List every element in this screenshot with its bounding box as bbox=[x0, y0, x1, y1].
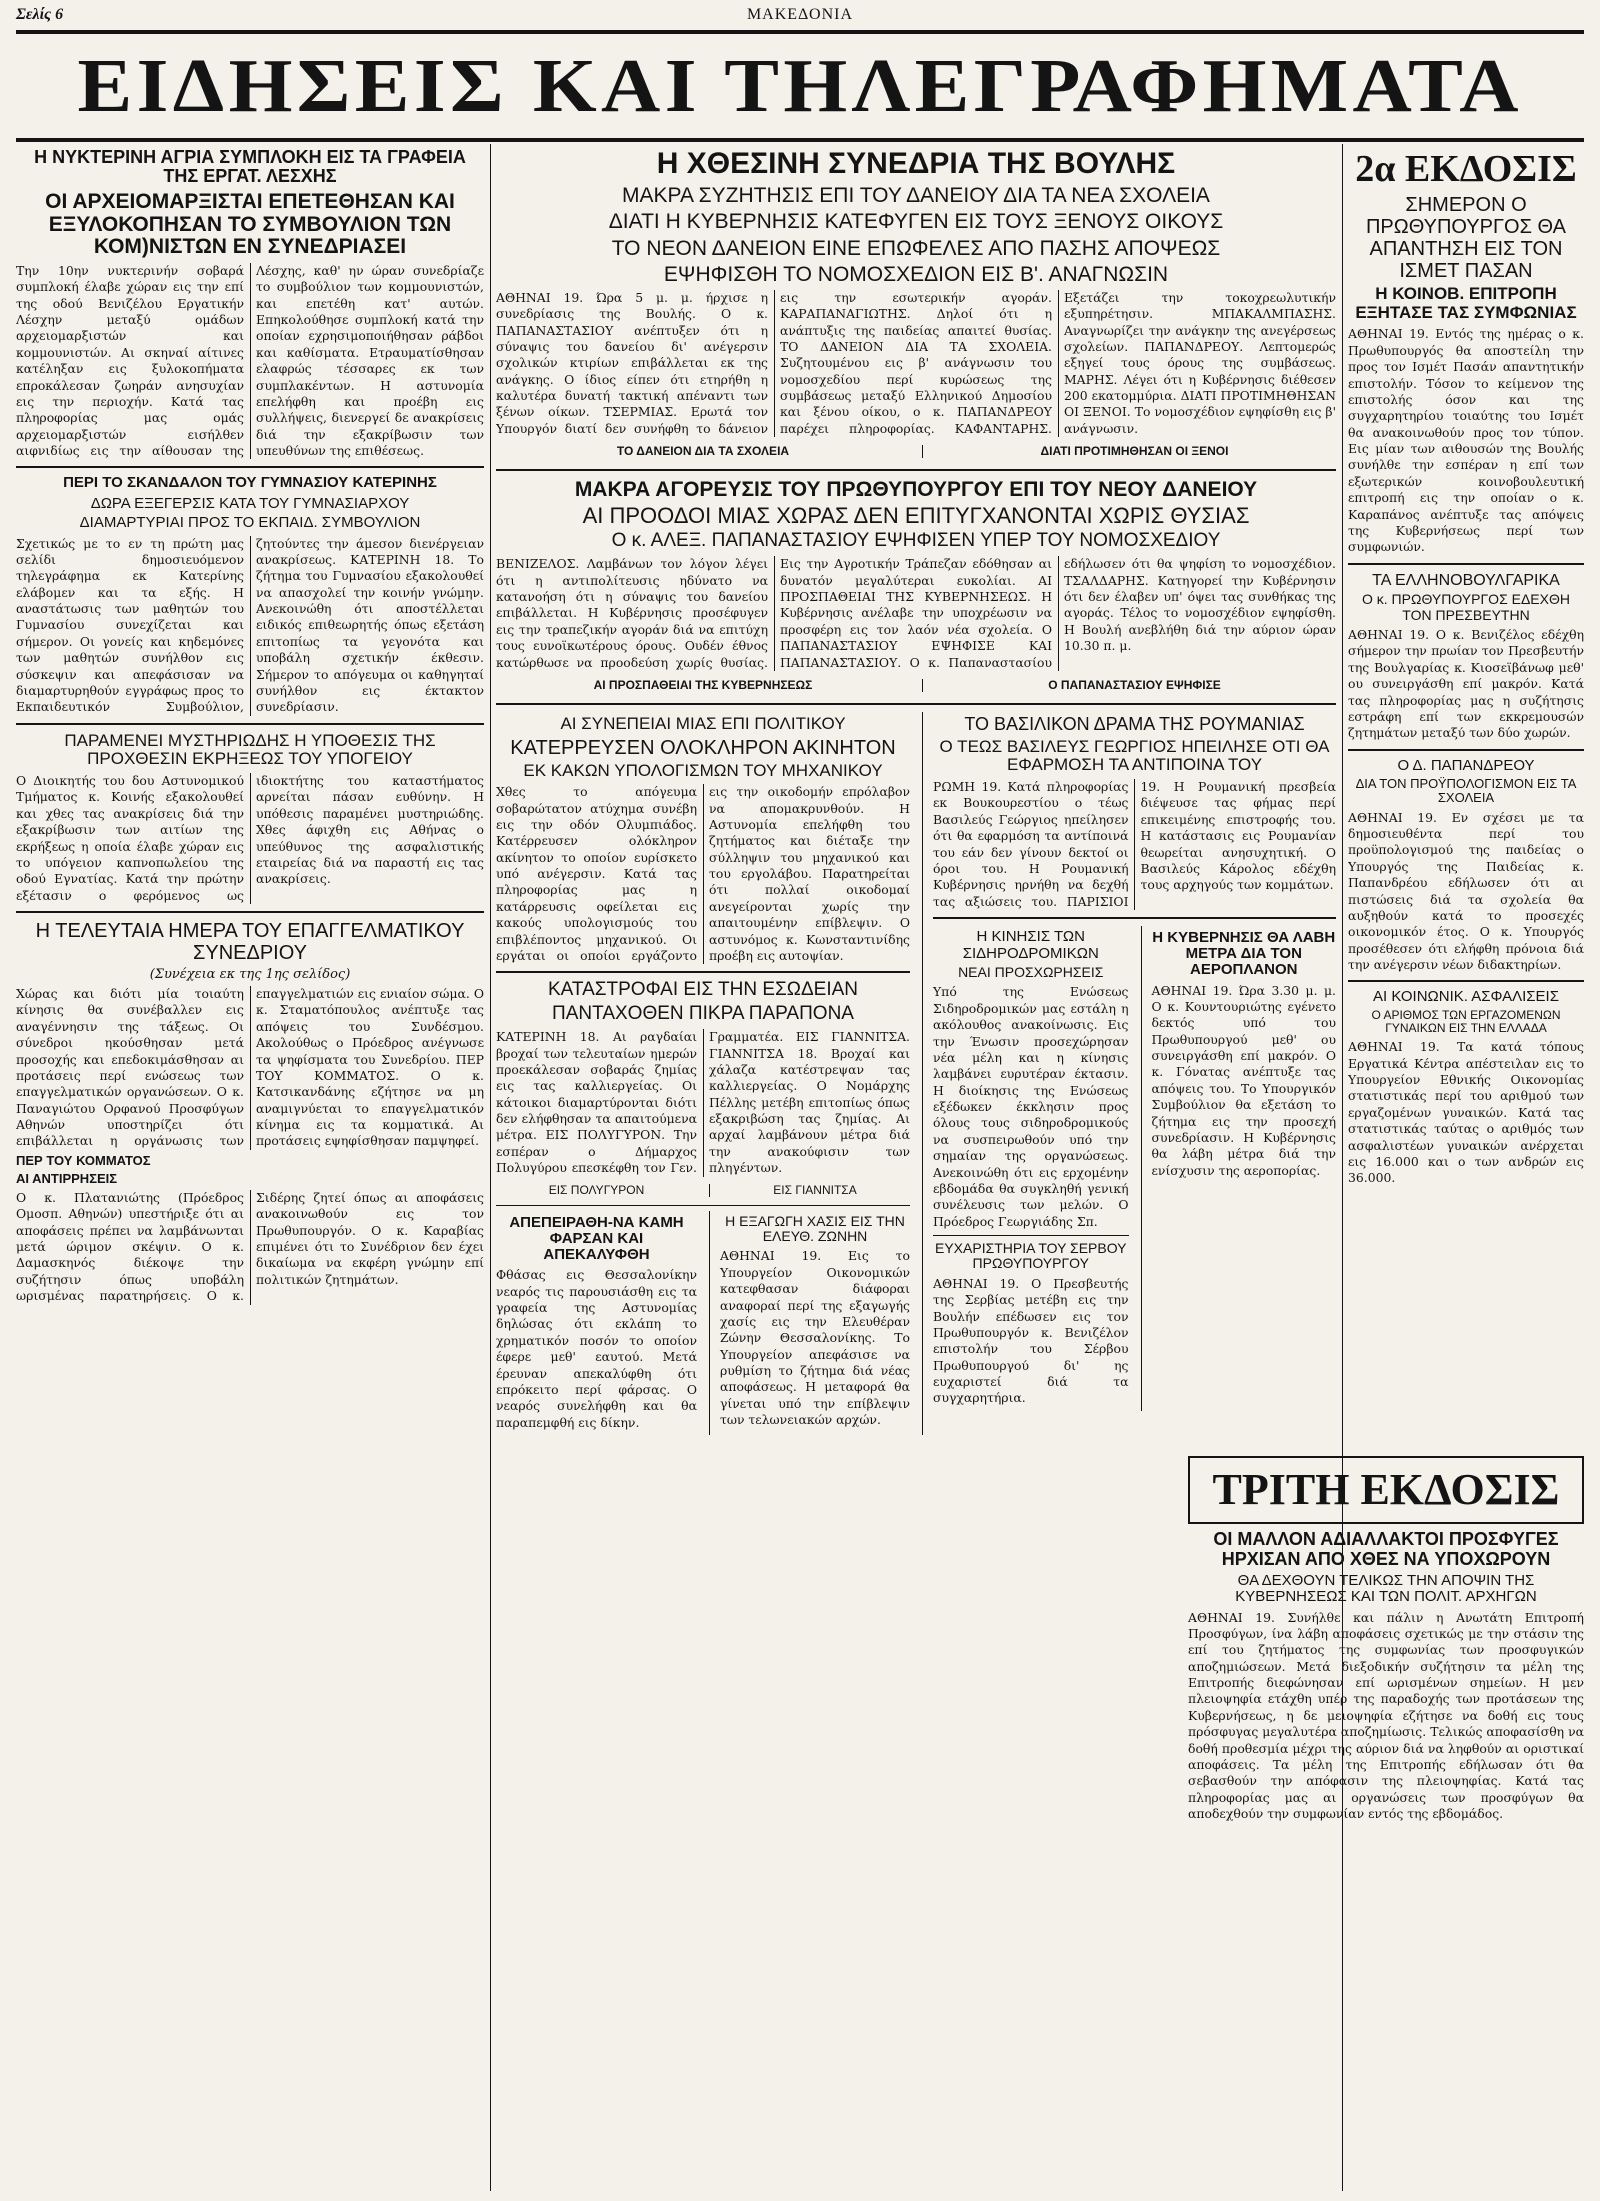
article-building-collapse bbox=[496, 715, 910, 965]
subheadline: Ο ΤΕΩΣ ΒΑΣΙΛΕΥΣ ΓΕΩΡΓΙΟΣ ΗΠΕΙΛΗΣΕ ΟΤΙ ΘΑ ΕΦΑΡΜΟΣΗ ΤΑ ΑΝΤΙΠΟΙΝΑ ΤΟΥ bbox=[939, 736, 1330, 775]
article-body: ΑΘΗΝΑΙ 19. Ώρα 5 μ. μ. ήρχισε η συνεδρίασις της Βουλής. Ο κ. ΠΑΠΑΝΑΣΤΑΣΙΟΥ ανέπτυξεν ότι η σύναψις του δανείου δι' ανέγερσιν σχολικών κτιρίων επιβάλλεται εκ της ανάγκης. Ο ίδιος είπεν ότι ετηρήθη η καλυτέρα δυνατή τακτική απέναντι των ξένων οίκων. ΤΣΕΡΜΙΑΣ. Ερωτά τον Υπουργόν διατί δεν συνήφθη το δάνειον εις την εσωτερικήν αγοράν. ΚΑΡΑΠΑΝΑΓΙΩΤΗΣ. Δηλοί ότι η ανάπτυξις της παιδείας απαιτεί θυσίας. ΤΟ ΔΑΝΕΙΟΝ ΔΙΑ ΤΑ ΣΧΟΛΕΙΑ. Συζητουμένου εις β' ανάγνωσιν του νομοσχεδίου περί κυρώσεως της συμβάσεως μεταξύ Ελληνικού Δημοσίου και ξένου οίκου, ο κ. ΠΑΠΑΝΔΡΕΟΥ παρέχει πληροφορίας. ΚΑΦΑΝΤΑΡΗΣ. Εξετάζει την τοκοχρεωλυτικήν εξυπηρέτησιν. ΜΠΑΚΑΛΜΠΑΣΗΣ. Αναγνωρίζει την ανάγκην της ανεγέρσεως σχολείων. ΠΑΠΑΝΔΡΕΟΥ. Λεπτομερώς εξηγεί τους όρους της συμβάσεως. ΜΑΡΗΣ. Λέγει ότι η Κυβέρνησις διέθεσεν 200 εκατομμύρια. ΔΙΑΤΙ ΠΡΟΤΙΜΗΘΗΣΑΝ ΟΙ ΞΕΝΟΙ. Το νομοσχέδιον εψηφίσθη εις β' ανάγνωσιν. bbox=[496, 289, 1336, 436]
page-number: Σελίς 6 bbox=[16, 6, 64, 23]
subheadline: ΔΩΡΑ ΕΞΕΓΕΡΣΙΣ ΚΑΤΑ ΤΟΥ ΓΥΜΝΑΣΙΑΡΧΟΥ bbox=[90, 494, 410, 512]
article-body: Υπό της Ενώσεως Σιδηροδρομικών μας εστάλη η ακόλουθος ανακοίνωσις. Εις την Ένωσιν προσεχώρησαν νέα μέλη και η κίνησις λαμβάνει ευρυτέραν έκτασιν. Η διοίκησις της Ενώσεως εξέδωκεν έκκλησιν προς όλους τους σιδηροδρομικούς να συσπειρωθούν υπό την σημαίαν της οργανώσεως. Ανεκοινώθη ότι εις ερχομένην εβδομάδα θα συγκληθή γενική συνέλευσις των μελών. Ο Πρόεδρος Γεωργιάδης Σπ. bbox=[933, 984, 1129, 1229]
headline: Η ΝΥΚΤΕΡΙΝΗ ΑΓΡΙΑ ΣΥΜΠΛΟΚΗ ΕΙΣ ΤΑ ΓΡΑΦΕΙΑ ΤΗΣ ΕΡΓΑΤ. ΛΕΣΧΗΣ bbox=[34, 147, 466, 187]
article-body: ΑΘΗΝΑΙ 19. Εντός της ημέρας ο κ. Πρωθυπουργός θα αποστείλη την προς τον Ισμέτ Πασάν απαντητικήν επιστολήν. Τόσον το κείμενον της επιστολής όσον και της συγχαρητηρίου τοιαύτης του Ισμέτ θα ανακοινωθούν προς τον τύπον. Εις μίαν των αιθουσών της Βουλής συνήλθε την εσπέραν η επί των εξωτερικών κοινοβουλευτική επιτροπή εις την οποίαν ο κ. Καραπάνος ανέπτυξε τας απόψεις της Κυβερνήσεως περί των συμφωνιών. bbox=[1348, 326, 1584, 555]
subheadline: ΕΨΗΦΙΣΘΗ ΤΟ ΝΟΜΟΣΧΕΔΙΟΝ ΕΙΣ Β'. ΑΝΑΓΝΩΣΙΝ bbox=[663, 262, 1169, 286]
article-body: ΡΩΜΗ 19. Κατά πληροφορίας εκ Βουκουρεστίου ο τέως Βασιλεύς Γεώργιος ηπείλησεν ότι θα εφαρμόση τα αντίποινά του εάν δεν γίνουν δεκτοί οι όροι του. Η Ρουμανική Κυβέρνησις ηρνήθη να δεχθή τας αξιώσεις του. ΠΑΡΙΣΙΟΙ 19. Η Ρουμανική πρεσβεία διέψευσε τας φήμας περί επικειμένης επιστροφής του. Η κατάστασις εις Ρουμανίαν θεωρείται ανησυχητική. Ο Βασιλεύς Κάρολος εδέχθη τους αρχηγούς των κομμάτων. bbox=[933, 779, 1336, 909]
column-rule bbox=[490, 144, 491, 2191]
article-body: Χώρας και διότι μία τοιαύτη κίνησις θα συνέβαλλεν εις αναγέννησιν της τάξεως. Οι σύνεδροι ηκούσθησαν μετά προσοχής και επεδοκιμάσθησαν αι προτάσεις περί ενώσεως των επαγγελματικών οργανώσεων. Ο κ. Παναγιώτου Ορφανού Προσφύγων Αθηνών υποστηρίζει ότι επιβάλλεται η οργάνωσις των επαγγελματιών εις ενιαίον σώμα. Ο κ. Σταματόπουλος ανέπτυξε τας απόψεις του Συνδέσμου. Ακολούθως ο Πρόεδρος ανέγνωσε τα ψηφίσματα του Συνεδρίου. ΠΕΡ ΤΟΥ ΚΟΜΜΑΤΟΣ. Ο κ. Κατσικανδάνης εζήτησε να μη αναμιγνύεται το επαγγελματικόν κίνημα εις τα κομματικά. Αι προτάσεις εψηφίσθησαν παμψηφεί. bbox=[16, 986, 484, 1149]
headline: Η ΤΕΛΕΥΤΑΙΑ ΗΜΕΡΑ ΤΟΥ ΕΠΑΓΓΕΛΜΑΤΙΚΟΥ ΣΥΝΕΔΡΙΟΥ bbox=[35, 920, 465, 965]
divider bbox=[496, 1205, 910, 1206]
divider bbox=[496, 703, 1336, 705]
lower-right-left bbox=[933, 926, 1129, 1411]
article-government-aviation bbox=[1141, 926, 1337, 1411]
subheadline: ΔΙΑΜΑΡΤΥΡΙΑΙ ΠΡΟΣ ΤΟ ΕΚΠΑΙΔ. ΣΥΜΒΟΥΛΙΟΝ bbox=[79, 514, 421, 532]
subhead-row bbox=[496, 441, 1336, 462]
divider bbox=[933, 917, 1336, 919]
lower-centre-left bbox=[496, 712, 910, 1435]
continuation-note: (Συνέχεια εκ της 1ης σελίδος) bbox=[149, 967, 351, 983]
headline: Η ΚΥΒΕΡΝΗΣΙΣ ΘΑ ΛΑΒΗ ΜΕΤΡΑ ΔΙΑ ΤΟΝ ΑΕΡΟΠΛΑΝΟΝ bbox=[1152, 929, 1336, 979]
subheadline: Ο κ. ΑΛΕΞ. ΠΑΠΑΝΑΣΤΑΣΙΟΥ ΕΨΗΦΙΣΕΝ ΥΠΕΡ ΤΟΥ ΝΟΜΟΣΧΕΔΙΟΥ bbox=[611, 530, 1221, 552]
subheadline: ΑΙ ΠΡΟΟΔΟΙ ΜΙΑΣ ΧΩΡΑΣ ΔΕΝ ΕΠΙΤΥΓΧΑΝΟΝΤΑΙ ΧΩΡΙΣ ΘΥΣΙΑΣ bbox=[582, 503, 1250, 529]
subheadline: ΟΙ ΑΡΧΕΙΟΜΑΡΞΙΣΤΑΙ ΕΠΕΤΕΘΗΣΑΝ ΚΑΙ ΕΞΥΛΟΚΟΠΗΣΑΝ ΤΟ ΣΥΜΒΟΥΛΙΟΝ ΤΩΝ ΚΟΜ)ΝΙΣΤΩΝ ΕΝ ΣΥΝΕΔΡΙΑΣΕΙ bbox=[45, 189, 455, 259]
headline: ΠΕΡΙ ΤΟ ΣΚΑΝΔΑΛΟΝ ΤΟΥ ΓΥΜΝΑΣΙΟΥ ΚΑΤΕΡΙΝΗΣ bbox=[63, 474, 437, 492]
headline: ΣΗΜΕΡΟΝ Ο ΠΡΩΘΥΠΟΥΡΓΟΣ ΘΑ ΑΠΑΝΤΗΣΗ ΕΙΣ ΤΟΝ ΙΣΜΕΤ ΠΑΣΑΝ bbox=[1365, 194, 1567, 282]
subhead: ΔΙΑΤΙ ΠΡΟΤΙΜΗΘΗΣΑΝ ΟΙ ΞΕΝΟΙ bbox=[922, 445, 1336, 458]
subheadline: ΤΟ ΝΕΟΝ ΔΑΝΕΙΟΝ ΕΙΝΕ ΕΠΩΦΕΛΕΣ ΑΠΟ ΠΑΣΗΣ ΑΠΟΨΕΩΣ bbox=[611, 236, 1221, 260]
subhead-row bbox=[496, 1181, 910, 1200]
article-prime-minister-loan bbox=[496, 478, 1336, 696]
divider bbox=[496, 469, 1336, 471]
article-body: ΑΘΗΝΑΙ 19. Συνήλθε και πάλιν η Ανωτάτη Επιτροπή Προσφύγων, ίνα λάβη αποφάσεις σχετικώς με την στάσιν της επί του ζητήματος της συμφωνίας των προσφυγικών αποζημιώσεων. Μετά διεξοδικήν συζήτησιν τα μέλη της Επιτροπής διεφώνησαν επί ωρισμένων σημείων. Η μεν πλειοψηφία ετάχθη υπέρ της παραδοχής των προτάσεων της Κυβερνήσεως, η δε μειοψηφία εζήτησε να δοθή εις τους πρόσφυγας μεγαλυτέρα αποζημίωσις. Τελικώς αποφασίσθη να δοθή προθεσμία μέχρι της αύριον διά να ληφθούν αι οριστικαί αποφάσεις. Τα μέλη της Επιτροπής εδήλωσαν ότι θα σεβασθούν την απόφασιν της πλειοψηφίας. Κατά τας πληροφορίας μας αι οργανώσεις των προσφύγων θα αποδεχθούν την συμφωνίαν εντός της εβδομάδος. bbox=[1188, 1609, 1584, 1822]
article-body: ΑΘΗΝΑΙ 19. Εις το Υπουργείον Οικονομικών κατεφθασαν διάφοραι αναφοραί περί της εξαγωγής χασίς εις την Ελευθέραν Ζώνην Θεσσαλονίκης. Το Υπουργείον απεφάσισε να ρυθμίση το ζήτημα διά νέας αποφάσεως. Η μεταφορά θα γίνεται υπό την επίβλεψιν των τελωνειακών αρχών. bbox=[720, 1248, 910, 1428]
subhead-row bbox=[496, 675, 1336, 696]
article-body: Ο Διοικητής του δου Αστυνομικού Τμήματος κ. Κοινής εξακολουθεί και χθες τας ανακρίσεις διά την εξακρίβωσιν των αιτίων της εκρήξεως η οποία έλαβε χώραν εις το υπόγειον καπνοπωλείου της οδού Εγνατίας. Κατά την πρώτην εξέτασιν ο φερόμενος ως ιδιοκτήτης του καταστήματος αρνείται πάσαν ευθύνην. Η υπόθεσις παραμένει μυστηριώδης. Χθες άφιχθη εις Αθήνας ο υπεύθυνος της ασφαλιστικής εταιρείας διά να παραστή εις τας ανακρίσεις. bbox=[16, 773, 484, 903]
subheadline: ΝΕΑΙ ΠΡΟΣΧΩΡΗΣΕΙΣ bbox=[958, 964, 1104, 981]
section-banner bbox=[16, 30, 1584, 142]
lower-right-grid bbox=[933, 926, 1336, 1411]
article-body: ΒΕΝΙΖΕΛΟΣ. Λαμβάνων τον λόγον λέγει ότι η αντιπολίτευσις ηδύνατο να κατανοήση ότι η σύναψις του δανείου επιβάλλεται. Η Κυβέρνησις προσέφυγεν εις την τραπεζικήν αγοράν διά να επιτύχη τους ευνοϊκωτέρους όρους. Ουδέν έθνος κατώρθωσε να προοδεύση χωρίς θυσίας. Εις την Αγροτικήν Τράπεζαν εδόθησαν αι δυνατόν μεγαλύτεραι ευκολίαι. ΑΙ ΠΡΟΣΠΑΘΕΙΑΙ ΤΗΣ ΚΥΒΕΡΝΗΣΕΩΣ. Η Κυβέρνησις ανέλαβε την υποχρέωσιν να προσφέρη εις τον λαόν νέα σχολεία. Ο ΠΑΠΑΝΑΣΤΑΣΙΟΥ ΕΨΗΦΙΣΕ ΚΑΙ ΠΑΠΑΝΑΣΤΑΣΙΟΥ. Ο κ. Παπαναστασίου εδήλωσεν ότι θα ψηφίση το νομοσχέδιον. ΤΣΑΛΔΑΡΗΣ. Κατηγορεί την Κυβέρνησιν ότι δεν έλαβεν υπ' όψει τας συνθήκας της αγοράς. Τέλος το νομοσχέδιον εψηφίσθη. Η Βουλή ανεβλήθη διά την αύριον ώραν 10.30 π. μ. bbox=[496, 556, 1336, 670]
subheadline: ΘΑ ΔΕΧΘΟΥΝ ΤΕΛΙΚΩΣ ΤΗΝ ΑΠΟΨΙΝ ΤΗΣ ΚΥΒΕΡΝΗΣΕΩΣ ΚΑΙ ΤΩΝ ΠΟΛΙΤ. ΑΡΧΗΓΩΝ bbox=[1235, 1571, 1537, 1606]
article-katerini-gymnasium bbox=[16, 475, 484, 715]
article-basement-explosion bbox=[16, 732, 484, 904]
headline: ΠΑΡΑΜΕΝΕΙ ΜΥΣΤΗΡΙΩΔΗΣ Η ΥΠΟΘΕΣΙΣ ΤΗΣ ΠΡΟΧΘΕΣΙΝ ΕΚΡΗΞΕΩΣ ΤΟΥ ΥΠΟΓΕΙΟΥ bbox=[64, 730, 436, 769]
article-papandreou-schools bbox=[1348, 758, 1584, 974]
article-second-edition bbox=[1348, 150, 1584, 556]
subheadline: ΕΚ ΚΑΚΩΝ ΥΠΟΛΟΓΙΣΜΩΝ ΤΟΥ ΜΗΧΑΝΙΚΟΥ bbox=[523, 760, 883, 780]
subheadline: Η ΚΟΙΝΟΒ. ΕΠΙΤΡΟΠΗ ΕΞΗΤΑΣΕ ΤΑΣ ΣΥΜΦΩΝΙΑΣ bbox=[1355, 284, 1577, 322]
article-body: Την 10ην νυκτερινήν σοβαρά συμπλοκή έλαβε χώραν εις την επί της οδού Βενιζέλου Εργατικήν Λέσχην μεταξύ ομάδων αρχειομαρξιστών και κομμουνιστών. Αι σκηναί αίτινες κατέληξαν εις ξυλοκοπήματα επροκάλεσαν ζωηράν ανησυχίαν εις την περιοχήν. Κατά τας πληροφορίας μας ομάς αρχειομαρξιστών εισήλθεν αιφνιδίως εις την αίθουσαν της Λέσχης, καθ' ην ώραν συνεδρίαζε το συμβούλιον των κομμουνιστών, και επετέθη κατ' αυτών. Επηκολούθησε συμπλοκή κατά την οποίαν εχρησιμοποιήθησαν ράβδοι και καθίσματα. Ετραυματίσθησαν ελαφρώς τέσσαρες εκ των συμπλακέντων. Η αστυνομία επελήφθη και προέβη εις συλλήψεις, διενεργεί δε ανακρίσεις διά την εξακρίβωσιν των υπευθύνων της επιθέσεως. bbox=[16, 262, 484, 459]
headline: Η ΚΙΝΗΣΙΣ ΤΩΝ ΣΙΔΗΡΟΔΡΟΜΙΚΩΝ bbox=[962, 928, 1099, 962]
page-header-strip bbox=[16, 6, 1584, 28]
edition-title-box bbox=[1188, 1456, 1584, 1524]
banner-title: ΕΙΔΗΣΕΙΣ ΚΑΙ ΤΗΛΕΓΡΑΦΗΜΑΤΑ bbox=[77, 43, 1523, 128]
subhead: Ο ΠΑΠΑΝΑΣΤΑΣΙΟΥ ΕΨΗΦΙΣΕ bbox=[922, 679, 1336, 692]
subhead: ΕΙΣ ΠΟΛΥΓΥΡΟΝ bbox=[548, 1182, 645, 1197]
short-items-row bbox=[496, 1211, 910, 1435]
article-body: ΑΘΗΝΑΙ 19. Εν σχέσει με τα δημοσιευθέντα περί του προϋπολογισμού της παιδείας ο Υπουργός της Παιδείας κ. Παπανδρέου εδήλωσεν ότι αι πιστώσεις διά τα σχολεία θα αυξηθούν κατά το προσεχές οικονομικόν έτος. Ο κ. Υπουργός προσέθεσεν ότι ελήφθη πρόνοια διά την ανέγερσιν νέων διδακτηρίων. bbox=[1348, 809, 1584, 973]
lower-centre-grid bbox=[496, 712, 1336, 1435]
subheadline: Ο ΑΡΙΘΜΟΣ ΤΩΝ ΕΡΓΑΖΟΜΕΝΩΝ ΓΥΝΑΙΚΩΝ ΕΙΣ ΤΗΝ ΕΛΛΑΔΑ bbox=[1371, 1007, 1561, 1036]
article-parliament-session bbox=[496, 148, 1336, 462]
edition-title: 2α ΕΚΔΟΣΙΣ bbox=[1355, 148, 1577, 190]
divider bbox=[933, 1235, 1129, 1236]
subheadline: ΔΙΑ ΤΟΝ ΠΡΟΫΠΟΛΟΓΙΣΜΟΝ ΕΙΣ ΤΑ ΣΧΟΛΕΙΑ bbox=[1355, 776, 1577, 806]
subhead: ΑΙ ΑΝΤΙΡΡΗΣΕΙΣ bbox=[16, 1170, 118, 1186]
subheadline: ΜΑΚΡΑ ΣΥΖΗΤΗΣΙΣ ΕΠΙ ΤΟΥ ΔΑΝΕΙΟΥ ΔΙΑ ΤΑ ΝΕΑ ΣΧΟΛΕΙΑ bbox=[622, 184, 1210, 208]
article-hoax bbox=[496, 1211, 697, 1435]
headline: ΚΑΤΑΣΤΡΟΦΑΙ ΕΙΣ ΤΗΝ ΕΣΩΔΕΙΑΝ bbox=[547, 979, 859, 1001]
article-greek-bulgarian bbox=[1348, 572, 1584, 742]
article-body: ΑΘΗΝΑΙ 19. Τα κατά τόπους Εργατικά Κέντρα απέστειλαν εις το Υπουργείον Εθνικής Οικονομίας στατιστικάς περί του αριθμού των εργαζομένων γυναικών. Κατά τας στατιστικάς ταύτας ο αριθμός των ασφαλιστέων γυναικών ανέρχεται εις 16.000 και ο των ανδρών εις 36.000. bbox=[1348, 1039, 1584, 1186]
article-body: ΑΘΗΝΑΙ 19. Ο κ. Βενιζέλος εδέχθη σήμερον την πρωίαν τον Πρεσβευτήν της Βουλγαρίας κ. Κιοσεϊβάνωφ μεθ' ου συνειργάσθη επί μακρόν. Κατά τας πληροφορίας μας η συζήτησις εστράφη επί των εκκρεμουσών ζητημάτων μεταξύ των δύο χωρών. bbox=[1348, 627, 1584, 741]
article-serbian-pm-thanks bbox=[933, 1241, 1129, 1407]
article-hashish-export bbox=[709, 1211, 910, 1435]
divider bbox=[16, 723, 484, 725]
article-body: ΑΘΗΝΑΙ 19. Ώρα 3.30 μ. μ. Ο κ. Κουντουριώτης εγένετο δεκτός υπό του Πρωθυπουργού μεθ' ου συνειργάσθη επί μακρόν. Ο κ. Γόνατας ανέπτυξε τας απόψεις του. Το Υπουργικόν Συμβούλιον θα εξετάση το ζήτημα εις την προσεχή συνεδρίασιν. Η Κυβέρνησις θα λάβη μέτρα διά την ενίσχυσιν της αεροπορίας. bbox=[1151, 982, 1336, 1178]
subheadline: ΚΑΤΕΡΡΕΥΣΕΝ ΟΛΟΚΛΗΡΟΝ ΑΚΙΝΗΤΟΝ bbox=[510, 736, 896, 759]
article-body: Ο κ. Πλατανιώτης (Πρόεδρος Ομοσπ. Αθηνών) υπεστήριξε ότι αι αποφάσεις πρέπει να λαμβάνωνται μετά ώριμον σκέψιν. Ο κ. Δαμασκηνός διέκοψε την συζήτησιν όπως υποβάλη ωρισμένας παρατηρήσεις. Ο κ. Σιδέρης ζητεί όπως αι αποφάσεις ανακοινωθούν εις τον Πρωθυπουργόν. Ο κ. Καραβίας επιμένει ότι το Συνέδριον δεν έχει δικαίωμα να εκφέρη γνώμην επί πολιτικών ζητημάτων. bbox=[16, 1189, 484, 1304]
article-social-insurance bbox=[1348, 989, 1584, 1186]
article-workers-club-clash bbox=[16, 148, 484, 459]
divider bbox=[16, 466, 484, 468]
article-body: Φθάσας εις Θεσσαλονίκην νεαρός τις παρουσιάσθη εις τα γραφεία της Αστυνομίας δηλώσας ότι εκλάπη το χρηματικόν ποσόν το οποίον έφερε μεθ' εαυτού. Μετά έρευναν απεκαλύφθη ότι επρόκειτο περί φάρσας. Ο νεαρός συνελήφθη και θα παραπεμφθή εις δίκην. bbox=[496, 1267, 697, 1430]
subhead: ΑΙ ΠΡΟΣΠΑΘΕΙΑΙ ΤΗΣ ΚΥΒΕΡΝΗΣΕΩΣ bbox=[593, 677, 813, 692]
headline: ΕΥΧΑΡΙΣΤΗΡΙΑ ΤΟΥ ΣΕΡΒΟΥ ΠΡΩΘΥΠΟΥΡΓΟΥ bbox=[935, 1240, 1127, 1272]
headline: ΑΙ ΚΟΙΝΩΝΙΚ. ΑΣΦΑΛΙΣΕΙΣ bbox=[1373, 988, 1559, 1006]
subheadline: ΔΙΑΤΙ Η ΚΥΒΕΡΝΗΣΙΣ ΚΑΤΕΦΥΓΕΝ ΕΙΣ ΤΟΥΣ ΞΕΝΟΥΣ ΟΙΚΟΥΣ bbox=[608, 210, 1224, 234]
article-railway-workers bbox=[933, 929, 1129, 1230]
article-romanian-royal-drama bbox=[933, 715, 1336, 910]
divider bbox=[496, 971, 910, 973]
article-body: ΑΘΗΝΑΙ 19. Ο Πρεσβευτής της Σερβίας μετέβη εις την Βουλήν επέδωσεν εις τον Πρωθυπουργόν κ. Βενιζέλον επιστολήν του Σέρβου Πρωθυπουργού δι' ης ευχαριστεί διά τα συγχαρητήρια. bbox=[933, 1275, 1129, 1406]
lower-centre-right bbox=[922, 712, 1336, 1435]
headline: ΟΙ ΜΑΛΛΟΝ ΑΔΙΑΛΛΑΚΤΟΙ ΠΡΟΣΦΥΓΕΣ ΗΡΧΙΣΑΝ ΑΠΟ ΧΘΕΣ ΝΑ ΥΠΟΧΩΡΟΥΝ bbox=[1213, 1529, 1559, 1569]
headline: Η ΕΞΑΓΩΓΗ ΧΑΣΙΣ ΕΙΣ ΤΗΝ ΕΛΕΥΘ. ΖΩΝΗΝ bbox=[725, 1212, 905, 1245]
headline: ΑΠΕΠΕΙΡΑΘΗ-ΝΑ ΚΑΜΗ ΦΑΡΣΑΝ ΚΑΙ ΑΠΕΚΑΛΥΦΘΗ bbox=[509, 1213, 684, 1264]
article-body: ΚΑΤΕΡΙΝΗ 18. Αι ραγδαίαι βροχαί των τελευταίων ημερών προεκάλεσαν σοβαράς ζημίας εις τας καλλιεργείας. Οι κάτοικοι διαμαρτύρονται διότι δεν ελήφθησαν τα απαιτούμενα μέτρα. ΕΙΣ ΠΟΛΥΓΥΡΟΝ. Την εσπέραν ο Δήμαρχος Πολυγύρου επεσκέφθη τον Γεν. Γραμματέα. ΕΙΣ ΓΙΑΝΝΙΤΣΑ. ΓΙΑΝΝΙΤΣΑ 18. Βροχαί και χάλαζα κατέστρεψαν τας καλλιεργείας. Ο Νομάρχης Πέλλης μετέβη επιτοπίως όπως εξακριβώση τας ζημίας. Αι αρχαί λαμβάνουν μέτρα διά την ανακούφισιν των πληγέντων. bbox=[496, 1029, 910, 1176]
subheadline: ΠΑΝΤΑΧΟΘΕΝ ΠΙΚΡΑ ΠΑΡΑΠΟΝΑ bbox=[552, 1003, 854, 1025]
headline: ΑΙ ΣΥΝΕΠΕΙΑΙ ΜΙΑΣ ΕΠΙ ΠΟΛΙΤΙΚΟΥ bbox=[560, 713, 846, 733]
divider bbox=[1348, 563, 1584, 565]
headline: ΤΟ ΒΑΣΙΛΙΚΟΝ ΔΡΑΜΑ ΤΗΣ ΡΟΥΜΑΝΙΑΣ bbox=[964, 713, 1305, 734]
headline: Ο Δ. ΠΑΠΑΝΔΡΕΟΥ bbox=[1397, 756, 1535, 774]
subhead: ΕΙΣ ΓΙΑΝΝΙΤΣΑ bbox=[709, 1184, 910, 1197]
divider bbox=[16, 911, 484, 913]
paper-name: ΜΑΚΕΔΟΝΙΑ bbox=[746, 6, 854, 23]
article-provincial-damage bbox=[496, 980, 910, 1199]
subheadline: Ο κ. ΠΡΩΘΥΠΟΥΡΓΟΣ ΕΔΕΧΘΗ ΤΟΝ ΠΡΕΣΒΕΥΤΗΝ bbox=[1362, 591, 1570, 623]
headline: ΤΑ ΕΛΛΗΝΟΒΟΥΛΓΑΡΙΚΑ bbox=[1372, 571, 1560, 589]
divider bbox=[1348, 749, 1584, 751]
subhead: ΤΟ ΔΑΝΕΙΟΝ ΔΙΑ ΤΑ ΣΧΟΛΕΙΑ bbox=[616, 444, 790, 459]
left-column bbox=[16, 144, 484, 2191]
headline: Η ΧΘΕΣΙΝΗ ΣΥΝΕΔΡΙΑ ΤΗΣ ΒΟΥΛΗΣ bbox=[656, 147, 1176, 180]
divider bbox=[1348, 980, 1584, 982]
third-edition-block bbox=[1188, 1450, 1584, 2191]
article-body: Σχετικώς με το εν τη πρώτη μας σελίδι δημοσιευόμενον τηλεγράφημα εκ Κατερίνης ελάβομεν και τα εξής. Η αναστάτωσις των μαθητών του Γυμνασίου συνεχίζεται και σήμερον. Οι γονείς και κηδεμόνες των μαθητών συνήλθον εις σύσκεψιν και απεφάσισαν να διαμαρτυρηθούν εγγράφως προς το Εκπαιδευτικόν Συμβούλιον, ζητούντες την άμεσον διενέργειαν ανακρίσεως. ΚΑΤΕΡΙΝΗ 18. Το ζήτημα του Γυμνασίου εξακολουθεί να απασχολεί την κοινήν γνώμην. Ανεκοινώθη ότι αποστέλλεται ειδικός επιθεωρητής όπως εξετάση επιτοπίως τα γεγονότα και υποβάλη σχετικήν έκθεσιν. Σήμερον το απόγευμα οι καθηγηταί συνήλθον εις έκτακτον συνεδρίασιν. bbox=[16, 535, 484, 715]
edition-title: ΤΡΙΤΗ ΕΚΔΟΣΙΣ bbox=[1212, 1465, 1560, 1514]
article-body: Χθες το απόγευμα σοβαρώτατον ατύχημα συνέβη εις την οδόν Ολυμπιάδος. Κατέρρευσεν ολόκληρον ακίνητον το οποίον ευρίσκετο υπό ανέγερσιν. Κατά τας πληροφορίας μας η κατάρρευσις οφείλεται εις κακούς υπολογισμούς του επιβλέποντος μηχανικού. Οι εργάται οι οποίοι εργάζοντο εις την οικοδομήν επρόλαβον να απομακρυνθούν. Η Αστυνομία επελήφθη του ζητήματος και διέταξε την σύλληψιν του μηχανικού και του εργολάβου. Παρατηρείται ότι πολλαί οικοδομαί ανεγείρονται χωρίς την απαιτουμένην επίβλεψιν. Ο αστυνόμος κ. Κωνσταντινίδης προέβη εις αυτοψίαν. bbox=[496, 784, 910, 963]
headline: ΜΑΚΡΑ ΑΓΟΡΕΥΣΙΣ ΤΟΥ ΠΡΩΘΥΠΟΥΡΓΟΥ ΕΠΙ ΤΟΥ ΝΕΟΥ ΔΑΝΕΙΟΥ bbox=[574, 478, 1258, 502]
subhead: ΠΕΡ ΤΟΥ ΚΟΜΜΑΤΟΣ bbox=[16, 1152, 151, 1168]
article-professional-congress bbox=[16, 920, 484, 1304]
